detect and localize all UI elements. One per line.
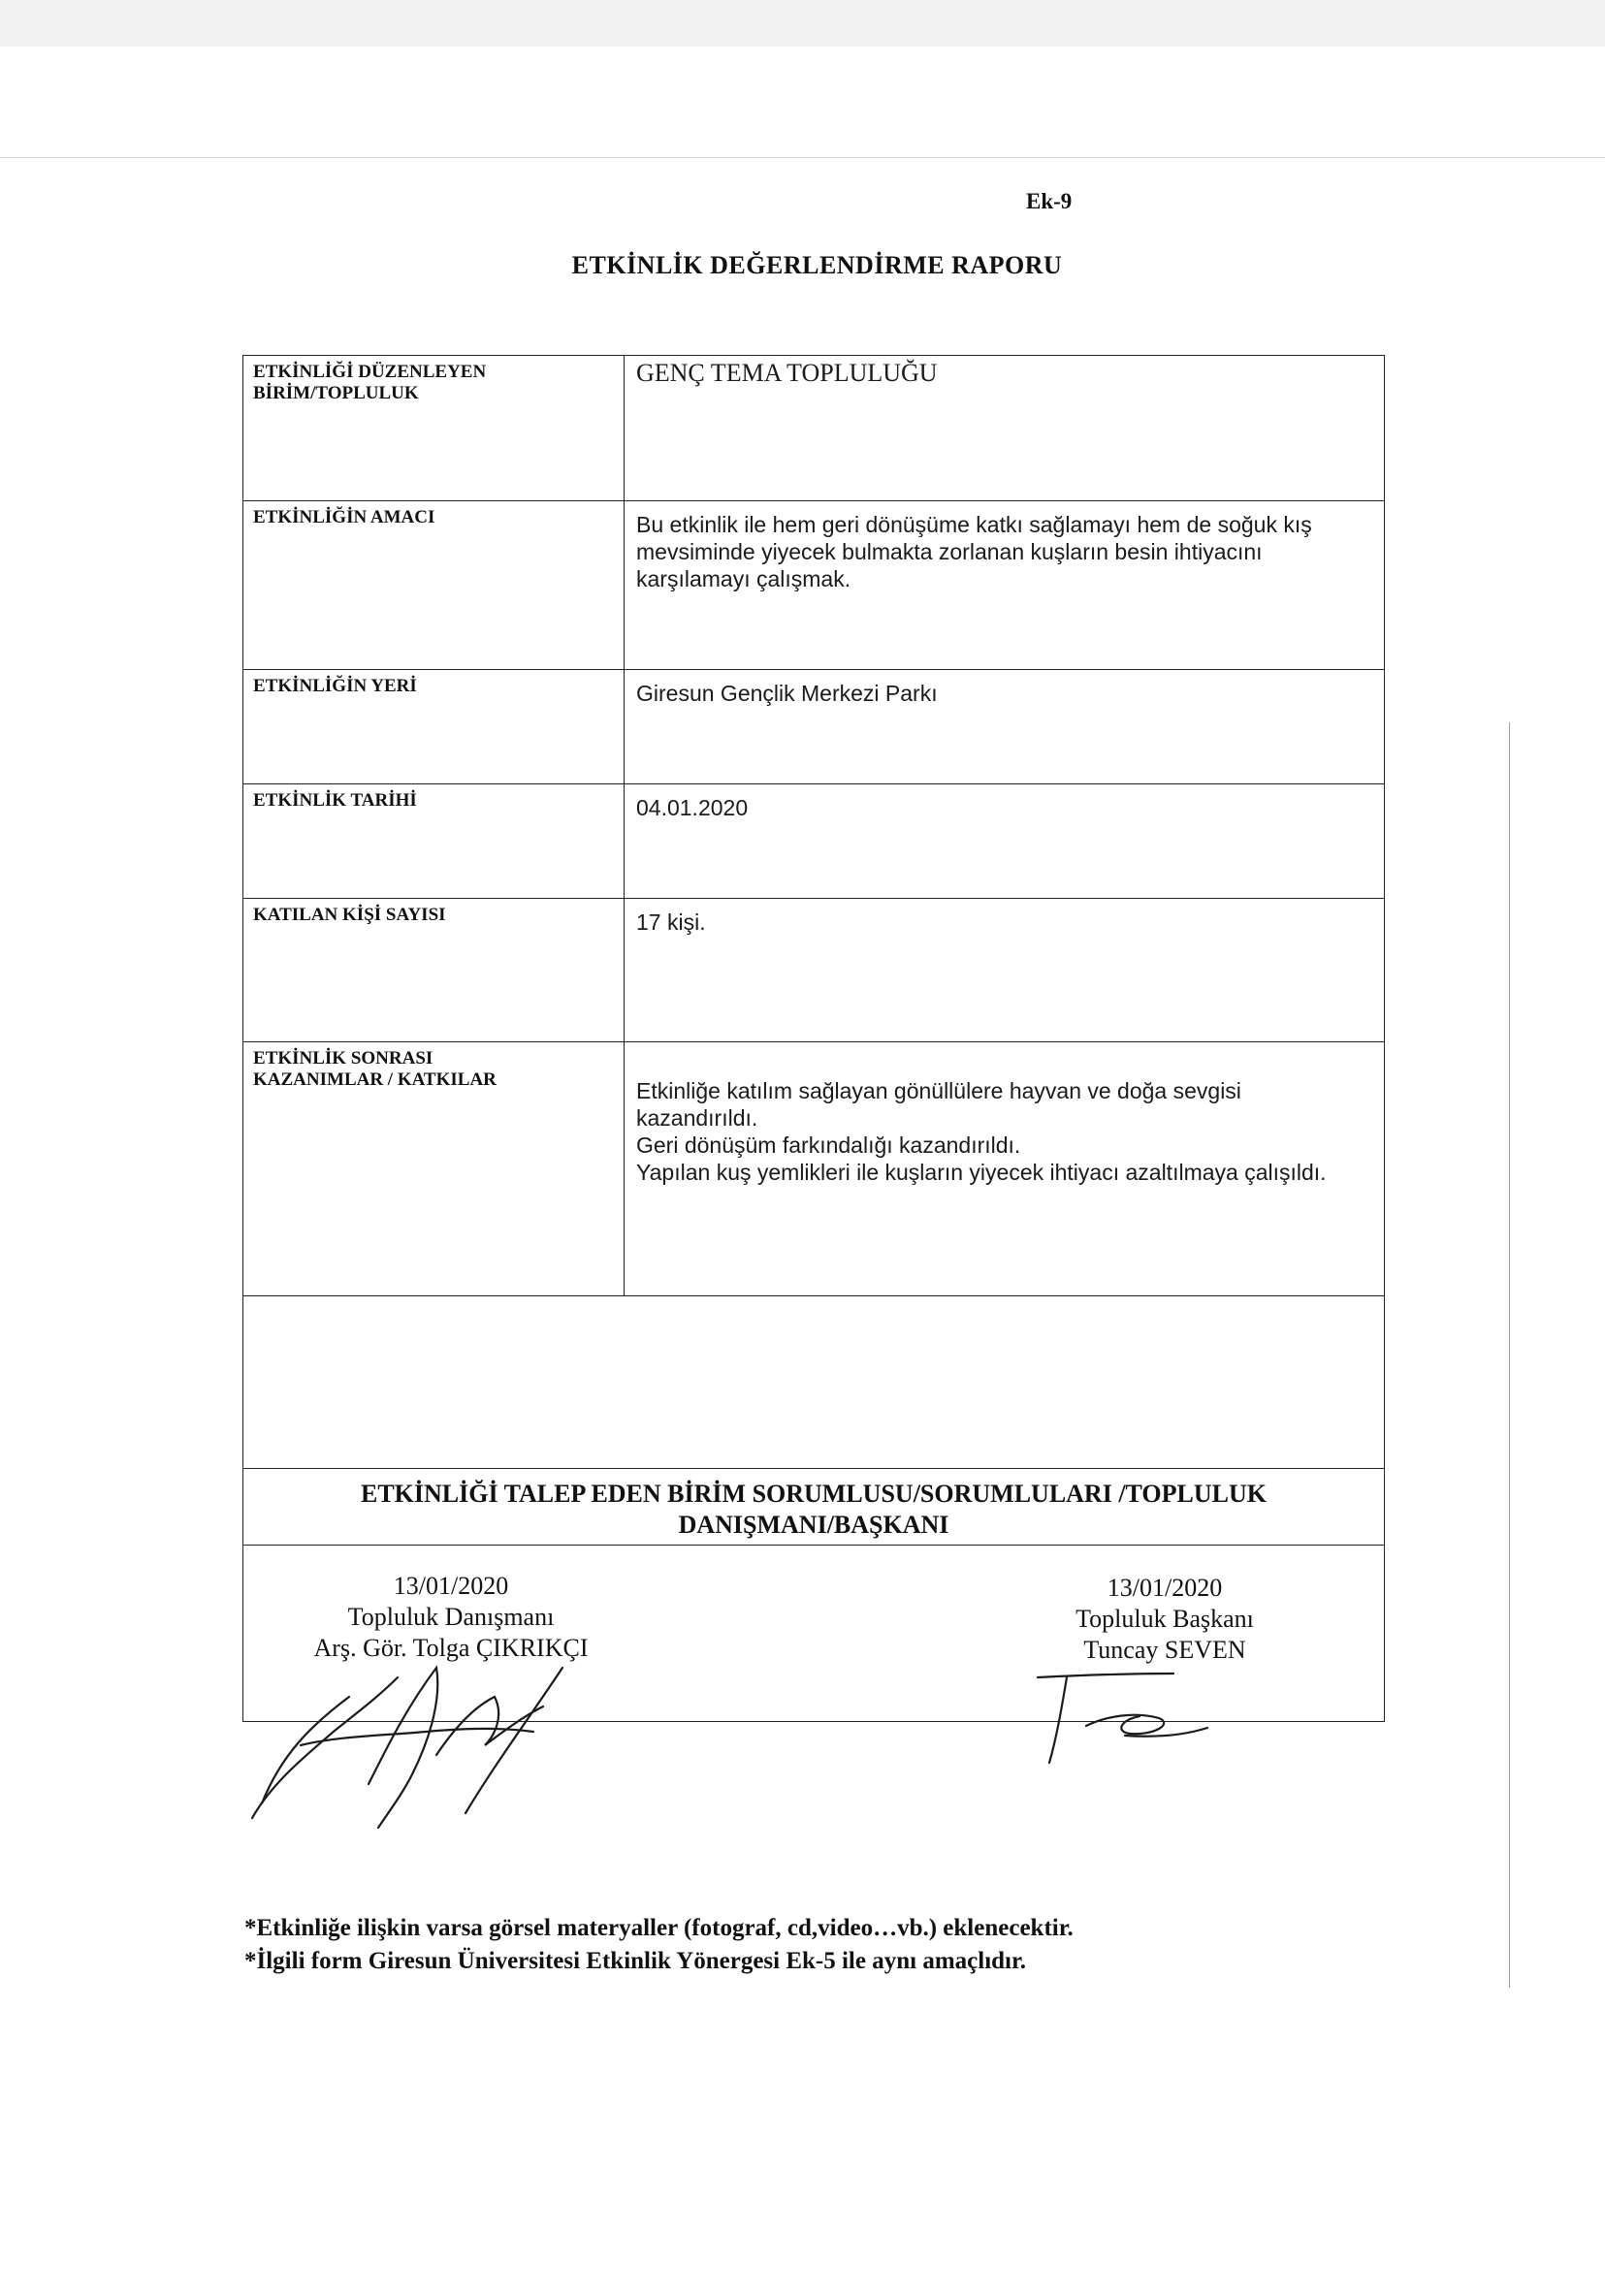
president-name: Tuncay SEVEN <box>1083 1636 1246 1664</box>
blank-cell <box>243 1296 1385 1469</box>
form-row-organizer <box>243 356 1385 501</box>
field-value-date: 04.01.2020 <box>625 784 1385 899</box>
responsible-header-line: DANIŞMANI/BAŞKANI <box>678 1511 949 1539</box>
scan-top-band <box>0 0 1605 47</box>
president-handwritten-signature <box>1028 1668 1222 1774</box>
field-label-outcomes <box>243 1042 625 1296</box>
advisor-handwritten-signature <box>242 1639 611 1833</box>
field-label-date: ETKİNLİK TARİHİ <box>243 784 625 899</box>
field-value-purpose <box>625 501 1385 670</box>
form-row-participants <box>243 899 1385 1042</box>
field-label-purpose: ETKİNLİĞİN AMACI <box>243 501 625 670</box>
footnote-line: *Etkinliğe ilişkin varsa görsel materyaller (fotograf, cd,video…vb.) eklenecektir. <box>244 1915 1074 1941</box>
outcomes-line: Etkinliğe katılım sağlayan gönüllülere hayvan ve doğa sevgisi <box>636 1078 1241 1103</box>
field-value-location: Giresun Gençlik Merkezi Parkı <box>625 670 1385 784</box>
purpose-line: mevsiminde yiyecek bulmakta zorlanan kuşların besin ihtiyacını <box>636 539 1263 564</box>
field-value-organizer: GENÇ TEMA TOPLULUĞU <box>625 356 1385 501</box>
form-row-responsible-header <box>243 1469 1385 1546</box>
footnote-line: *İlgili form Giresun Üniversitesi Etkinlik Yönergesi Ek-5 ile aynı amaçlıdır. <box>244 1948 1027 1974</box>
advisor-role: Topluluk Danışmanı <box>347 1603 555 1631</box>
form-row-outcomes <box>243 1042 1385 1296</box>
field-label-participants: KATILAN KİŞİ SAYISI <box>243 899 625 1042</box>
field-label-location: ETKİNLİĞİN YERİ <box>243 670 625 784</box>
field-value-participants: 17 kişi. <box>625 899 1385 1042</box>
outcomes-line: kazandırıldı. <box>636 1105 758 1131</box>
president-role: Topluluk Başkanı <box>1075 1605 1254 1633</box>
advisor-name: Arş. Gör. Tolga ÇIKRIKÇI <box>313 1634 589 1662</box>
footnotes <box>244 1912 1074 1978</box>
responsible-header-line: ETKİNLİĞİ TALEP EDEN BİRİM SORUMLUSU/SORUMLULARI /TOPLULUK <box>360 1480 1267 1508</box>
field-label-organizer: ETKİNLİĞİ DÜZENLEYEN BİRİM/TOPLULUK <box>243 356 625 501</box>
annex-label: Ek-9 <box>1026 189 1073 213</box>
advisor-date: 13/01/2020 <box>393 1572 509 1600</box>
outcomes-line: Yapılan kuş yemlikleri ile kuşların yiyecek ihtiyacı azaltılmaya çalışıldı. <box>636 1160 1327 1185</box>
field-value-outcomes <box>625 1042 1385 1296</box>
responsible-header <box>243 1469 1385 1546</box>
form-row-purpose <box>243 501 1385 670</box>
form-row-location <box>243 670 1385 784</box>
form-row-date <box>243 784 1385 899</box>
outcomes-line: Geri dönüşüm farkındalığı kazandırıldı. <box>636 1132 1021 1158</box>
evaluation-form-table <box>242 355 1385 1722</box>
form-row-empty <box>243 1296 1385 1469</box>
outcomes-label-line: ETKİNLİK SONRASI <box>253 1048 433 1068</box>
scan-artifact-edge <box>1509 722 1510 1988</box>
president-date: 13/01/2020 <box>1107 1574 1223 1602</box>
outcomes-label-line: KAZANIMLAR / KATKILAR <box>253 1069 497 1090</box>
purpose-line: karşılamayı çalışmak. <box>636 566 851 591</box>
president-signature-block <box>976 1573 1354 1666</box>
page-title: ETKİNLİK DEĞERLENDİRME RAPORU <box>571 251 1063 279</box>
scan-artifact-line <box>0 157 1605 158</box>
purpose-line: Bu etkinlik ile hem geri dönüşüme katkı sağlamayı hem de soğuk kış <box>636 512 1312 537</box>
